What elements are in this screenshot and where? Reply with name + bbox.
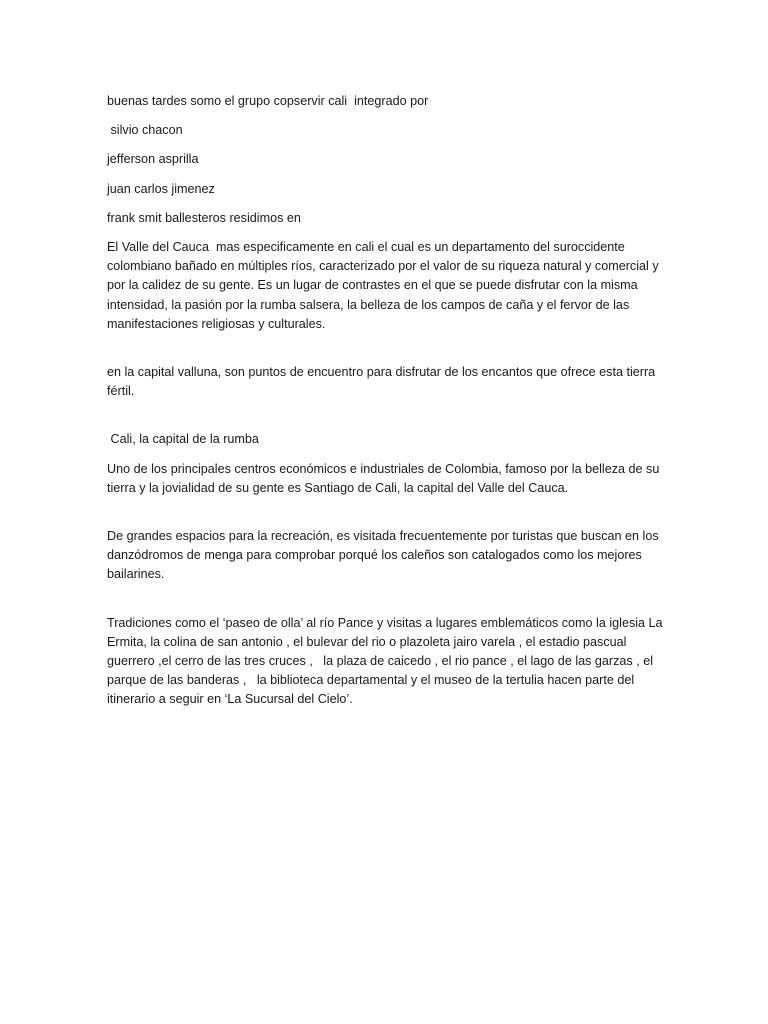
member-name: juan carlos jimenez xyxy=(107,181,215,196)
paragraph-santiago-de-cali: Uno de los principales centros económicos e industriales de Colombia, famoso por la belleza de su tierra y la jovialidad de su gente es Santiago de Cali, la capital del Valle del Cauca. xyxy=(107,461,663,495)
section-heading: Cali, la capital de la rumba xyxy=(107,432,259,447)
paragraph-tradiciones: Tradiciones como el ‘paseo de olla’ al río Pance y visitas a lugares emblemáticos como la iglesia La Ermita, la colina de san antonio , el bulevar del rio o plazoleta jairo varela , el estadio pascual guerrero ,el cerro de las tres cruces , la plaza de caicedo , el rio pance , el lago de las garzas , el parque de las banderas , la biblioteca departamental y el museo de la tertulia hacen parte del itinerario a seguir en ‘La Sucursal del Cielo’. xyxy=(107,615,667,707)
paragraph-recreacion: De grandes espacios para la recreación, es visitada frecuentemente por turistas que buscan en los danzódromos de menga para comprobar porqué los caleños son catalogados como los mejores bailarines. xyxy=(107,529,663,582)
member-name: silvio chacon xyxy=(107,123,183,138)
document-body xyxy=(107,92,665,720)
member-name: jefferson asprilla xyxy=(107,152,199,167)
paragraph-valle-del-cauca: El Valle del Cauca mas especificamente en cali el cual es un departamento del suroccidente colombiano bañado en múltiples ríos, caracterizado por el valor de su riqueza natural y comercial y por la calidez de su gente. Es un lugar de contrastes en el que se puede disfrutar con la misma intensidad, la pasión por la rumba salsera, la belleza de los campos de caña y el fervor de las manifestaciones religiosas y culturales. xyxy=(107,240,663,331)
member-name: frank smit ballesteros residimos en xyxy=(107,210,301,225)
greeting-line: buenas tardes somo el grupo copservir cali integrado por xyxy=(107,94,429,108)
paragraph-capital-valluna: en la capital valluna, son puntos de encuentro para disfrutar de los encantos que ofrece esta tierra fértil. xyxy=(107,365,659,399)
